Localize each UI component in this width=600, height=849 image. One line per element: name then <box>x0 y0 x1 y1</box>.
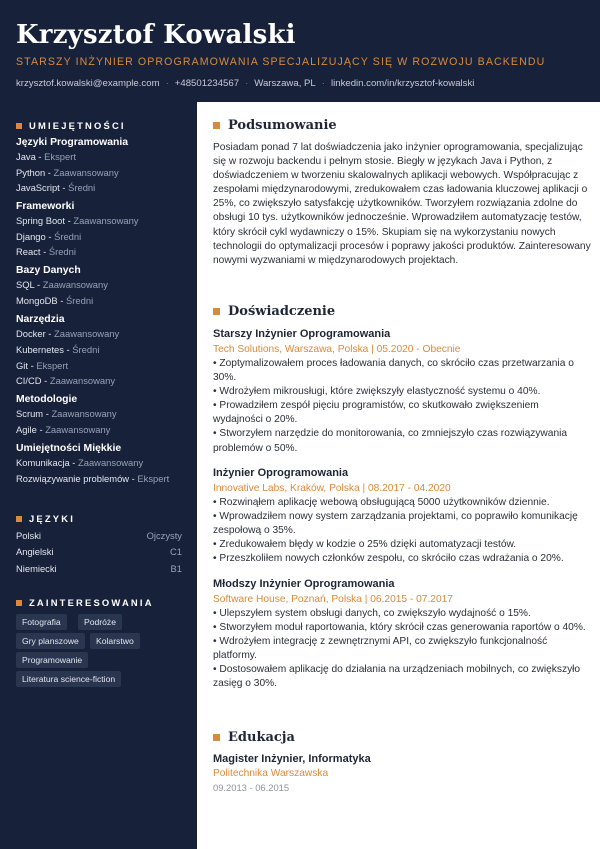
candidate-name: Krzysztof Kowalski <box>16 20 296 50</box>
education-dates: 09.2013 - 06.2015 <box>213 782 290 793</box>
experience-section-title: Doświadczenie <box>213 304 335 319</box>
skill-category: Narzędzia <box>16 314 65 325</box>
job-title: Starszy Inżynier Oprogramowania <box>213 328 391 340</box>
skill-item: Spring Boot - Zaawansowany <box>16 215 139 226</box>
summary-text: Posiadam ponad 7 lat doświadczenia jako inżynier oprogramowania, specjalizując się w rozwoju backendu i pełnym stosie. Biegły w językach Java i Python, z doświadczeniem w tworzeniu skalowalnych aplikacji webowych. Współpracując z zespołami międzynarodowymi, zredukowałem czas ładowania kluczowej aplikacji o 25%, co zwiększyło satysfakcję użytkowników. Tworzyłem rozwiązania zdolne do obsługi 10 tys. użytkowników jednocześnie. Wprowadziłem automatyzację testów, który skrócił cykl wydawniczy o 15%. Skupiam się na wykorzystaniu nowych technologii do optymalizacji procesów i poprawy jakości produktów. Zainteresowany nowymi wyzwaniami w międzynarodowych projektach. <box>213 142 591 266</box>
job-bullet: • Zredukowałem błędy w kodzie o 25% dzięki automatyzacji testów. <box>213 539 517 551</box>
interests-section-title: ZAINTERESOWANIA <box>16 597 154 608</box>
job-bullet: • Ulepszyłem system obsługi danych, co zwiększyło wydajność o 15%. <box>213 608 531 619</box>
main-content <box>197 102 600 849</box>
language-row: Angielski C1 <box>16 546 182 557</box>
job-title: Inżynier Oprogramowania <box>213 467 349 479</box>
contact-bar <box>16 78 474 89</box>
skill-category: Metodologie <box>16 394 78 405</box>
skill-item: Scrum - Zaawansowany <box>16 408 117 419</box>
job-bullet: • Stworzyłem moduł raportowania, który skrócił czas generowania raportów o 40%. <box>213 622 586 634</box>
skill-item: Python - Zaawansowany <box>16 167 119 178</box>
language-row: Niemiecki B1 <box>16 563 182 574</box>
skill-item: Git - Ekspert <box>16 360 69 371</box>
skill-category: Języki Programowania <box>16 137 129 148</box>
job-bullet: • Wdrożyłem integrację z zewnętrznymi API, co zwiększyło funkcjonalność platformy. <box>213 636 548 662</box>
square-bullet-icon <box>16 123 22 129</box>
skill-item: MongoDB - Średni <box>16 295 94 306</box>
square-bullet-icon <box>213 734 220 741</box>
separator: · <box>245 78 249 89</box>
phone-number[interactable]: +48501234567 <box>174 78 240 89</box>
skill-category: Frameworki <box>16 201 75 212</box>
education-school: Politechnika Warszawska <box>213 768 329 779</box>
job-bullet: • Prowadziłem zespół pięciu programistów, co skutkowało zwiększeniem wydajności o 20%. <box>213 400 539 426</box>
skill-item: CI/CD - Zaawansowany <box>16 375 116 386</box>
summary-section-title: Podsumowanie <box>213 118 337 133</box>
email-link[interactable]: krzysztof.kowalski@example.com <box>16 78 160 89</box>
education-degree: Magister Inżynier, Informatyka <box>213 753 371 765</box>
skill-item: Java - Ekspert <box>16 151 76 162</box>
skill-item: Kubernetes - Średni <box>16 344 100 355</box>
job-bullet: • Dostosowałem aplikację do działania na urządzeniach mobilnych, co zwiększyło zasięg o 30%. <box>213 664 581 690</box>
linkedin-link[interactable]: linkedin.com/in/krzysztof-kowalski <box>330 78 475 89</box>
skill-item: Komunikacja - Zaawansowany <box>16 457 144 468</box>
job-bullets <box>213 496 591 566</box>
square-bullet-icon <box>16 600 22 606</box>
interest-tag: Kolarstwo <box>90 633 140 649</box>
education-section-title: Edukacja <box>213 730 295 745</box>
job-bullets <box>213 607 591 692</box>
skill-item: Django - Średni <box>16 231 82 242</box>
skill-item: JavaScript - Średni <box>16 182 96 193</box>
header <box>0 0 600 102</box>
square-bullet-icon <box>213 308 220 315</box>
job-bullet: • Rozwinąłem aplikację webową obsługującą 5000 użytkowników dziennie. <box>213 497 550 508</box>
skill-category: Umiejętności Miękkie <box>16 443 122 454</box>
skill-item: Docker - Zaawansowany <box>16 328 120 339</box>
separator: · <box>321 78 325 89</box>
job-meta: Innovative Labs, Kraków, Polska | 08.2017 - 04.2020 <box>213 483 451 494</box>
job-bullet: • Przeszkoliłem nowych członków zespołu, co skróciło czas wdrażania o 20%. <box>213 553 564 565</box>
square-bullet-icon <box>213 122 220 129</box>
job-bullet: • Stworzyłem narzędzie do monitorowania, co zmniejszyło czas rozwiązywania problemów o 50%. <box>213 428 568 454</box>
square-bullet-icon <box>16 516 22 522</box>
interest-tag: Gry planszowe <box>16 633 85 649</box>
skill-item: React - Średni <box>16 246 76 257</box>
skill-item: SQL - Zaawansowany <box>16 279 108 290</box>
interest-tag: Programowanie <box>16 652 88 668</box>
job-meta: Tech Solutions, Warszawa, Polska | 05.2020 - Obecnie <box>213 344 461 355</box>
skill-item: Rozwiązywanie problemów - Ekspert <box>16 473 170 484</box>
interest-tag: Fotografia <box>16 614 67 630</box>
language-row: Polski Ojczysty <box>16 530 182 541</box>
interest-tag: Podróże <box>78 614 122 630</box>
job-bullet: • Wprowadziłem nowy system zarządzania projektami, co poprawiło komunikację zespołową o 35%. <box>213 511 578 537</box>
job-title: Młodszy Inżynier Oprogramowania <box>213 578 395 590</box>
location: Warszawa, PL <box>254 78 316 89</box>
skill-item: Agile - Zaawansowany <box>16 424 111 435</box>
separator: · <box>165 78 169 89</box>
skill-category: Bazy Danych <box>16 265 81 276</box>
job-meta: Software House, Poznań, Polska | 06.2015 - 07.2017 <box>213 594 453 605</box>
interest-tag: Literatura science-fiction <box>16 671 121 687</box>
sidebar <box>0 102 197 849</box>
job-bullet: • Wdrożyłem mikrousługi, które zwiększyły elastyczność systemu o 40%. <box>213 386 541 398</box>
job-bullets <box>213 357 591 456</box>
headline: STARSZY INŻYNIER OPROGRAMOWANIA SPECJALIZUJĄCY SIĘ W ROZWOJU BACKENDU <box>16 56 546 68</box>
job-bullet: • Zoptymalizowałem proces ładowania danych, co skróciło czas przetwarzania o 30%. <box>213 358 574 384</box>
skills-section-title: UMIEJĘTNOŚCI <box>16 120 126 131</box>
languages-section-title: JĘZYKI <box>16 513 75 524</box>
